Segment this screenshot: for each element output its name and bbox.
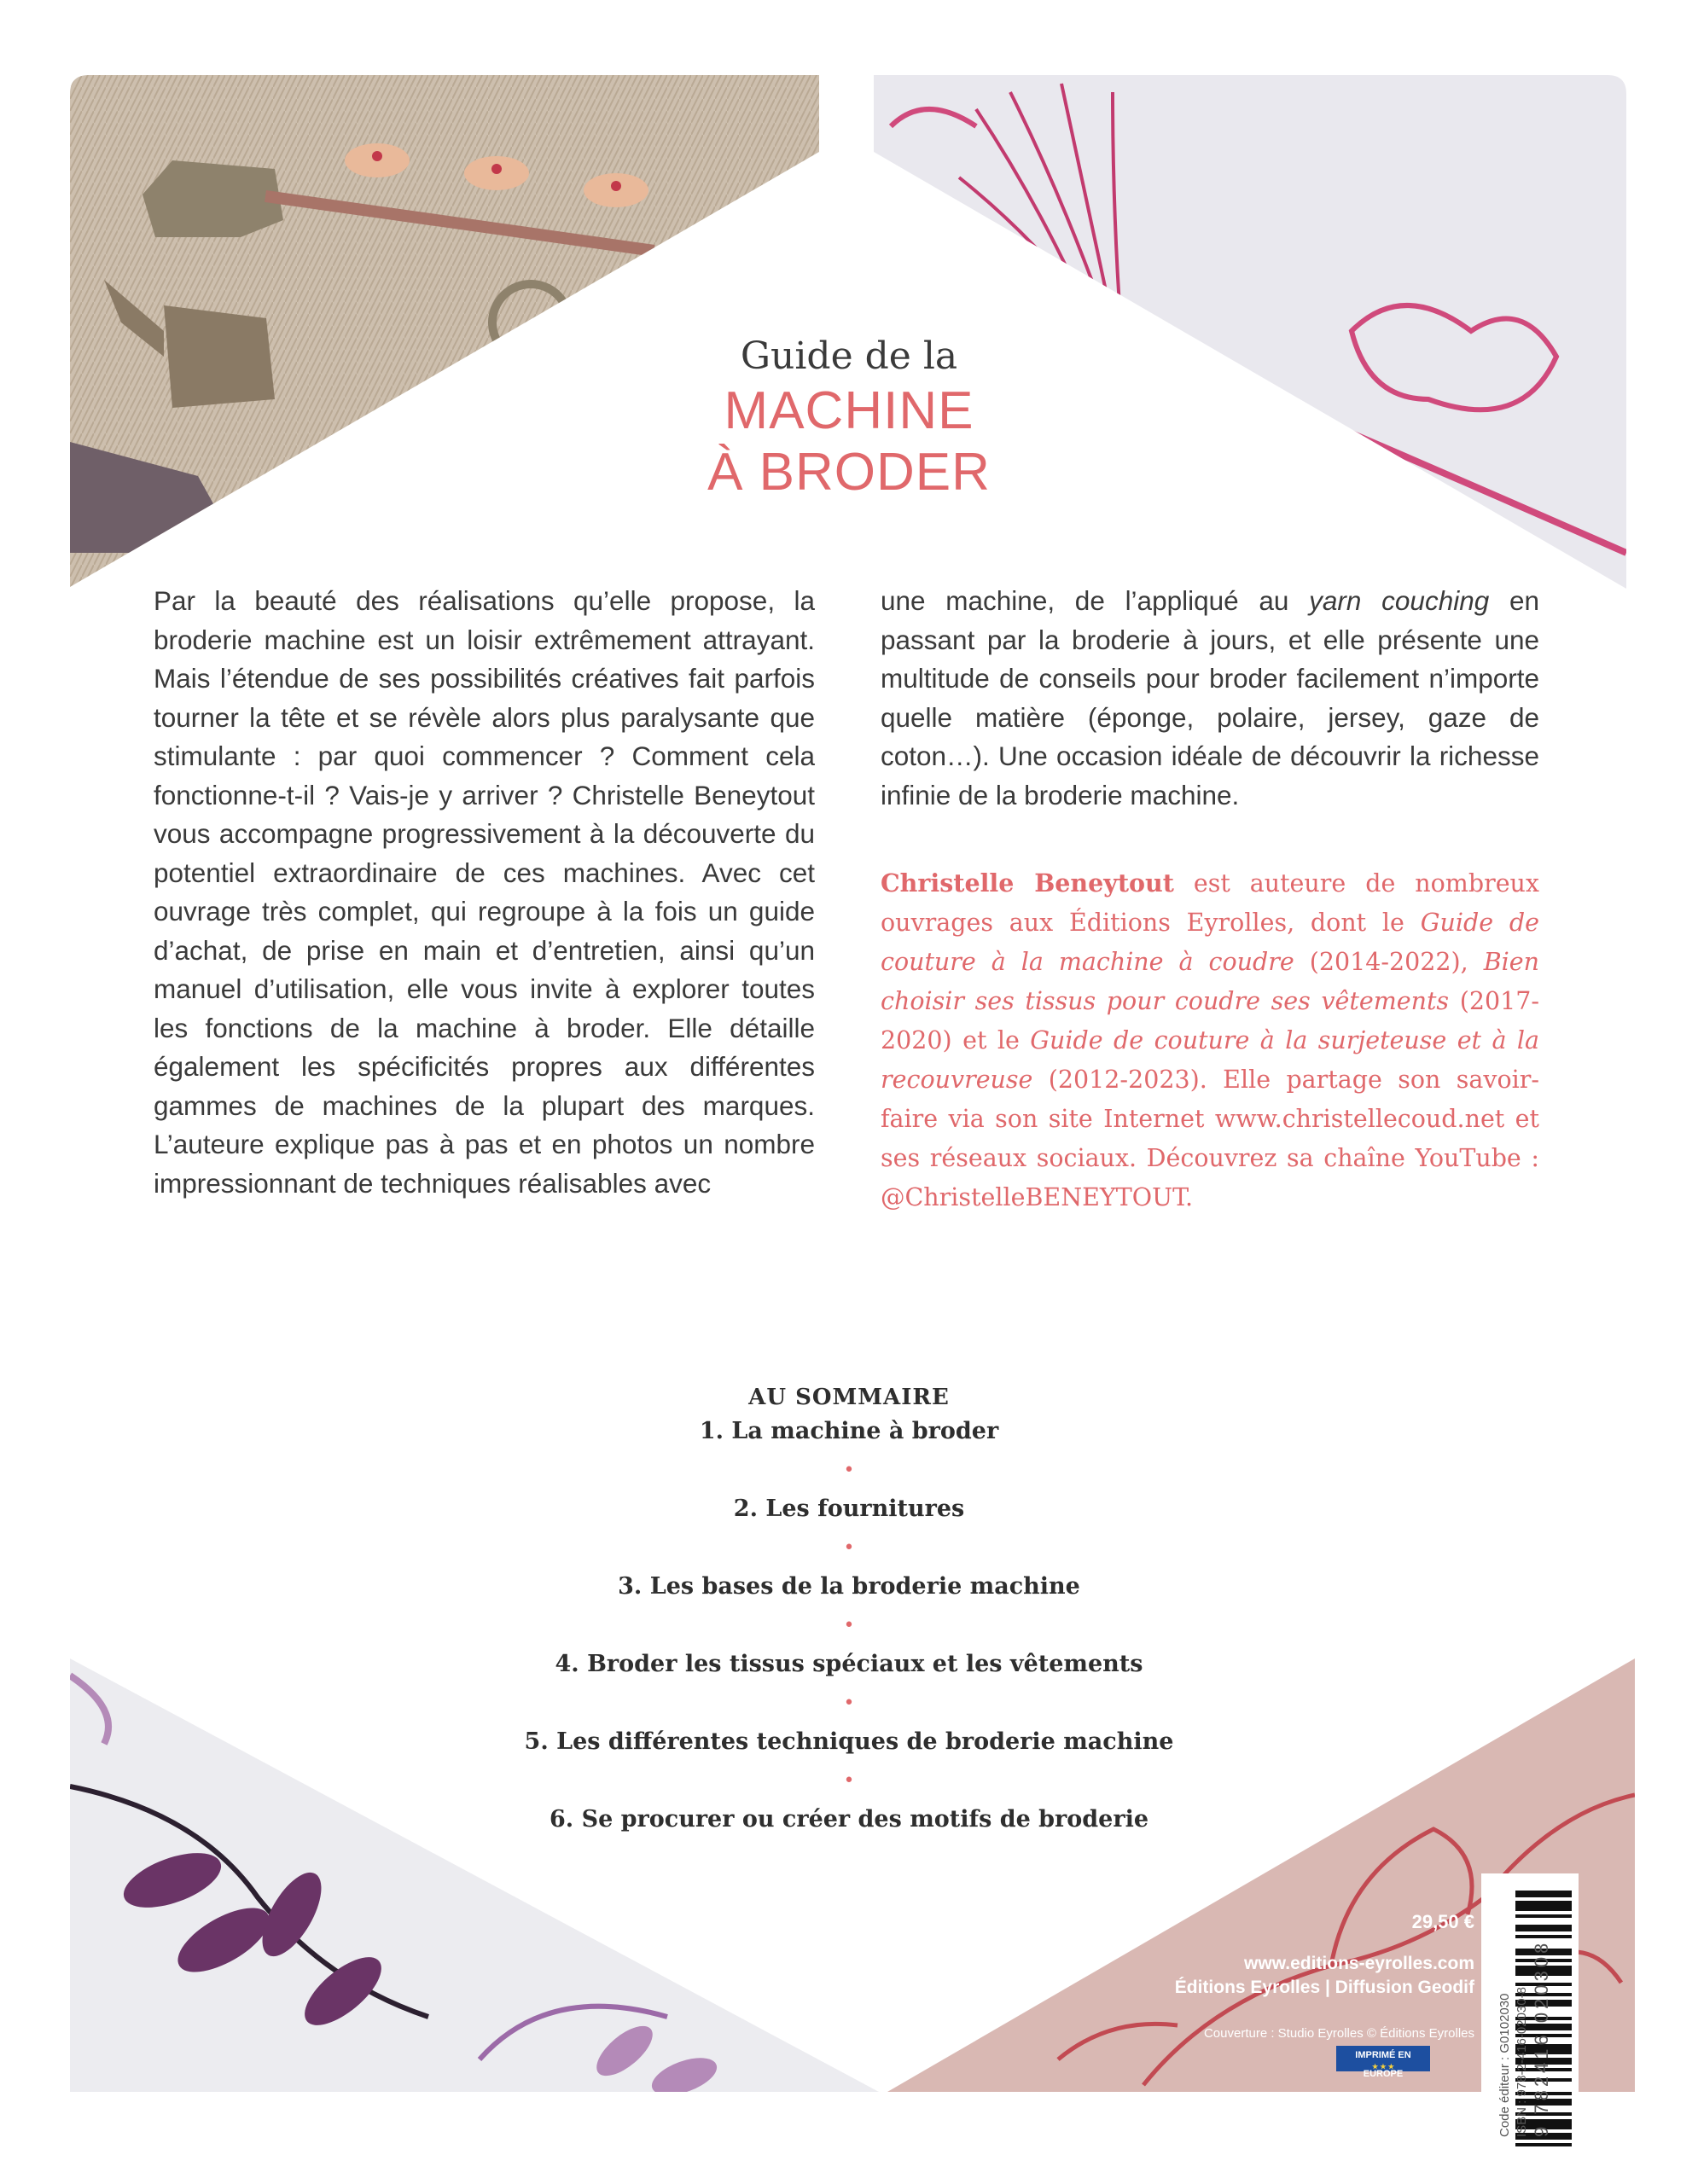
author-bio [881,863,1539,1217]
toc-separator-dot: • [843,1693,855,1714]
title-line-guide: Guide de la [740,334,958,378]
toc-separator-dot: • [843,1615,855,1636]
code-editeur: Code éditeur : G0102030 [1497,1993,1512,2137]
bio-book-1: Guide de couture à la machine à coudre [881,909,1539,976]
barcode-bar [1515,1891,1572,1897]
title-line-a-broder: À BRODER [707,443,991,502]
toc-item: 6. Se procurer ou créer des motifs de broderie [549,1806,1149,1833]
barcode-number: 9 782416 020308 [1531,1939,1552,2137]
description-right-column [881,582,1539,815]
description-right-end: en passant par la broderie à jours, et elle présente une multitude de conseils pour broder facilement n’importe quelle matière (éponge, polaire, jersey, gaze de coton…). Une occasion idéale de découvrir la richesse infinie de la broderie machine. [881,585,1540,810]
made-in-label: IMPRIMÉ EN EUROPE [1355,2050,1411,2079]
toc-item: 1. La machine à broder [699,1418,999,1444]
bio-book-2: Bien choisir ses tissus pour coudre ses vêtements [881,948,1539,1015]
printed-in-europe-badge [1336,2046,1430,2079]
toc-item: 5. Les différentes techniques de broderie machine [524,1728,1174,1755]
publisher-website: www.editions-eyrolles.com [1244,1954,1474,1973]
bio-book-3: Guide de couture à la surjeteuse et à la recouvreuse [881,1026,1539,1094]
bio-text-4: (2012-2023). Elle partage son savoir-faire via son site Internet www.christellecoud.net et ses réseaux sociaux. Découvrez sa chaîne YouTube : @ChristelleBENEYTOUT. [881,1066,1539,1211]
bio-text-2: (2014-2022), [1294,948,1484,976]
toc-separator-dot: • [843,1770,855,1792]
description-left-column: Par la beauté des réalisations qu’elle propose, la broderie machine est un loisir extrêmement attrayant. Mais l’étendue de ses possibilités créatives fait parfois tourner la tête et se révèle alors plus paralysante que stimulante : par quoi commencer ? Comment cela fonctionne-t-il ? Vais-je y arriver ? Christelle Beneytout vous accompagne progressivement à la découverte du potentiel extraordinaire de ces machines. Avec cet ouvrage très complet, qui regroupe à la fois un guide d’achat, de prise en main et d’entretien, ainsi qu’un manuel d’utilisation, elle vous invite à explorer toutes les fonctions de la machine à broder. Elle détaille également les spécificités propres aux différentes gammes de machines de la plupart des marques. L’auteure explique pas à pas et en photos un nombre impressionnant de techniques réalisables avec [154,585,815,1199]
author-name: Christelle Beneytout [881,868,1174,897]
isbn: ISBN : 978-2-416-02030-8 [1515,1987,1529,2137]
book-title [597,333,1101,503]
code-editeur-isbn-text [1497,1940,1553,2137]
table-of-contents [427,1380,1271,1837]
eu-stars-icon: ★ ★ ★ [1372,2063,1394,2071]
barcode-bar [1515,1901,1572,1911]
toc-item: 4. Broder les tissus spéciaux et les vêtements [555,1651,1143,1677]
price: 29,50 € [1411,1911,1474,1932]
photo-pink-flower-embroidery [874,75,1626,589]
publisher-name: Éditions Eyrolles | Diffusion Geodif [1174,1978,1474,1997]
toc-title: AU SOMMAIRE [748,1385,950,1410]
description-right-start: une machine, de l’appliqué au [881,585,1310,616]
toc-item: 2. Les fournitures [733,1496,965,1522]
title-line-machine: MACHINE [724,381,974,440]
bio-text-1: est auteure de nombreux ouvrages aux Éditions Eyrolles, dont le [881,869,1539,937]
barcode-bar [1515,1935,1572,1938]
barcode-bar [1515,1925,1572,1931]
bio-text-3: (2017-2020) et le [881,987,1539,1054]
description-right-italic: yarn couching [1309,585,1490,616]
barcode-bar [1515,2143,1572,2146]
photo-embroidered-garden-tools [70,75,819,587]
toc-separator-dot: • [843,1537,855,1559]
cover-credits: Couverture : Studio Eyrolles © Éditions Eyrolles [1203,2026,1474,2041]
toc-separator-dot: • [843,1460,855,1481]
barcode-bar [1515,1914,1572,1918]
toc-item: 3. Les bases de la broderie machine [618,1573,1080,1600]
